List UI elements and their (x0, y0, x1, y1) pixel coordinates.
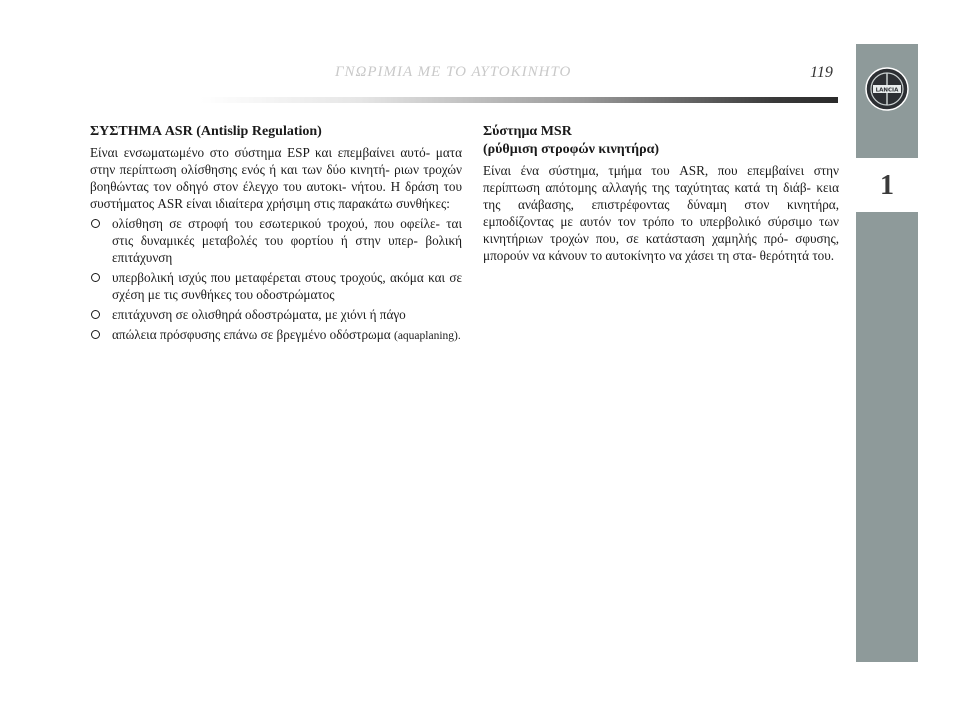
left-column (90, 123, 462, 348)
right-column (483, 123, 839, 267)
asr-heading: ΣΥΣΤΗΜΑ ASR (Antislip Regulation) (90, 124, 322, 139)
list-item (90, 306, 462, 323)
msr-body-paragraph: Είναι ένα σύστημα, τμήμα του ASR, που επεμβαίνει στην περίπτωση απότομης αλλαγής της ταχύτητας κατά τη διάβ- κεια της ανάβασης, επιστρέφοντας δύναμη στον κινητήρα, εμποδίζοντας με αυτόν τον τρόπο το υπερβολικό σύρσιμο των κινητήριων τροχών που, σε κατάσταση χαμηλής πρό- σφυσης, μπορούν να κάνουν το αυτοκίνητο να χάσει τη στα- θερότητά του. (483, 163, 839, 263)
running-header-title: ΓΝΩΡΙΜΙΑ ΜΕ ΤΟ ΑΥΤΟΚΙΝΗΤΟ (335, 64, 572, 80)
bullet-circle-icon (91, 330, 100, 339)
bullet-circle-icon (91, 219, 100, 228)
list-item-text: υπερβολική ισχύς που μεταφέρεται στους τροχούς, ακόμα και σε σχέση με τις συνθήκες του οδοστρώματος (112, 270, 462, 302)
list-item-text: απώλεια πρόσφυσης επάνω σε βρεγμένο οδόστρωμα (112, 327, 391, 342)
bullet-circle-icon (91, 273, 100, 282)
list-item-text: επιτάχυνση σε ολισθηρά οδοστρώματα, με χιόνι ή πάγο (112, 307, 406, 322)
chapter-sidebar (856, 44, 918, 662)
logo-text: LANCIA (875, 87, 899, 94)
bullet-circle-icon (91, 310, 100, 319)
list-item-text: ολίσθηση σε στροφή του εσωτερικού τροχού, που οφείλε- ται στις δυναμικές μεταβολές του φορτίου ή στην υπερ- βολική επιτάχυνση (112, 216, 462, 265)
asr-conditions-list (90, 215, 462, 345)
lancia-logo-icon (864, 66, 910, 112)
list-item (90, 215, 462, 266)
list-item (90, 269, 462, 303)
chapter-number-tab[interactable]: 1 (856, 160, 918, 212)
list-item (90, 326, 462, 345)
page-number: 119 (810, 64, 833, 81)
header-rule (200, 97, 838, 103)
msr-heading-line2: (ρύθμιση στροφών κινητήρα) (483, 142, 660, 157)
msr-heading-line1: Σύστημα MSR (483, 124, 572, 139)
asr-intro-paragraph: Είναι ενσωματωμένο στο σύστημα ESP και επεμβαίνει αυτό- ματα στην περίπτωση ολίσθησης ενός ή και των δύο κινητή- ριων τροχών βοηθώντας τον οδηγό στον έλεγχο του αυτοκι- νήτου. Η δράση του συστήματος ASR είναι ιδιαίτερα χρήσιμη στις παρακάτω συνθήκες: (90, 145, 462, 211)
msr-heading (483, 123, 839, 159)
list-item-suffix: (aquaplaning). (394, 330, 461, 342)
